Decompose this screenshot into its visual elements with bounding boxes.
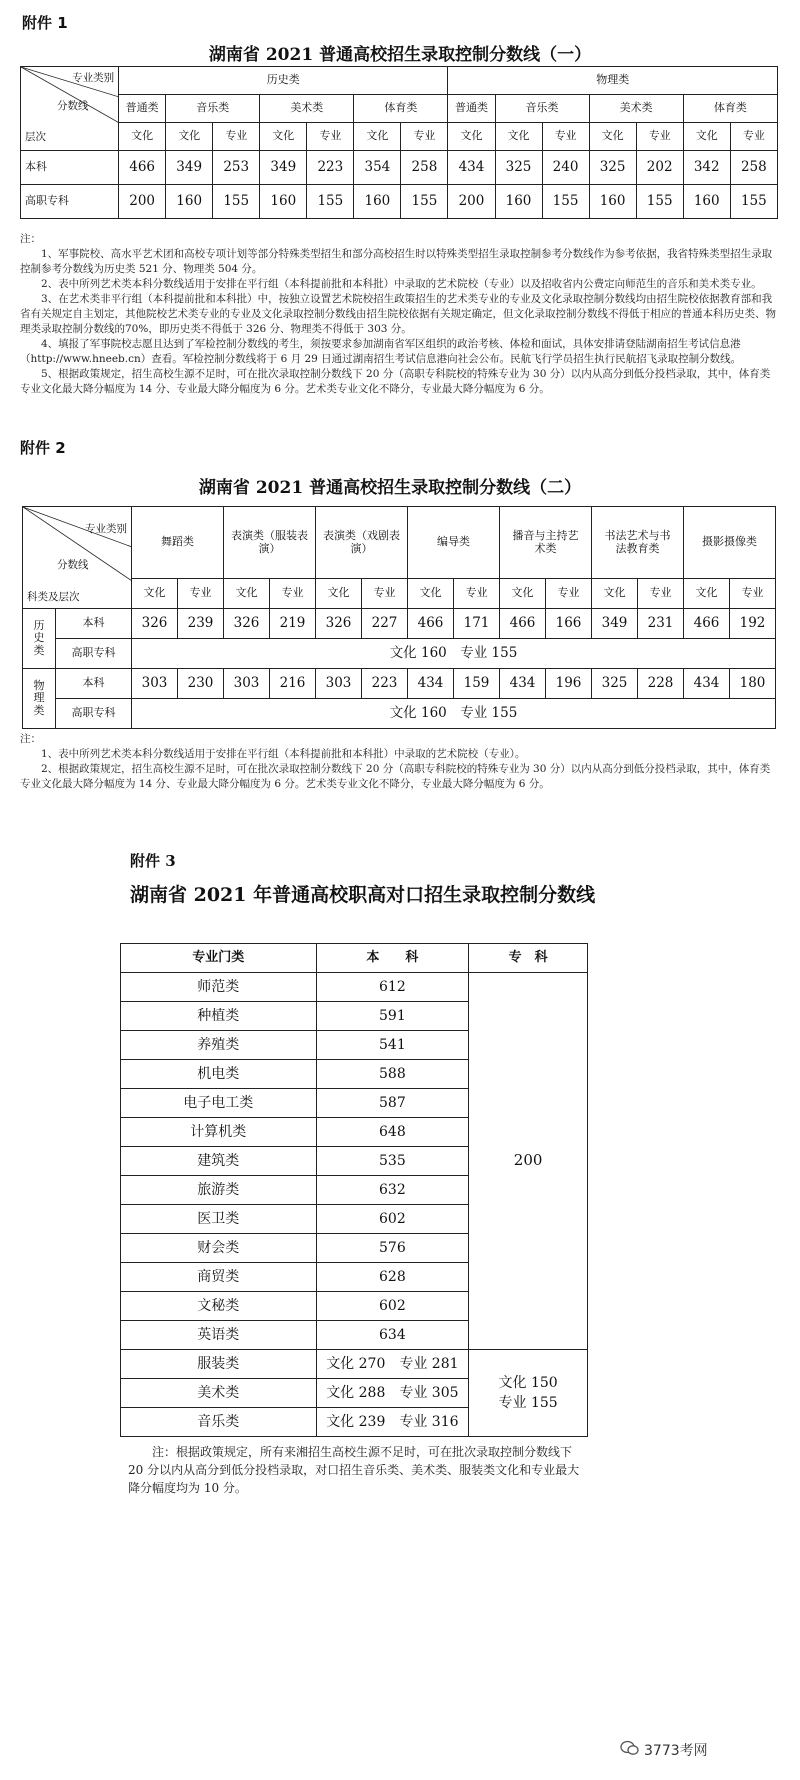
category-header: 表演类（服装表演） xyxy=(224,507,316,579)
col-wenhua: 文化 xyxy=(132,579,178,609)
sub-header: 美术类 xyxy=(589,95,683,123)
table-row: 养殖类 541 xyxy=(121,1031,588,1060)
table-row: 建筑类 535 xyxy=(121,1147,588,1176)
col-wenhua: 文化 xyxy=(224,579,270,609)
category-header: 摄影摄像类 xyxy=(684,507,776,579)
watermark xyxy=(620,1740,708,1760)
col-zhuanye: 专业 xyxy=(730,123,777,151)
table-row: 医卫类 602 xyxy=(121,1205,588,1234)
table-row: 师范类 612 200 xyxy=(121,973,588,1002)
table-row: 物理类 本科 303 230 303 216 303 223 434 159 434 196 325 228 434 180 xyxy=(23,669,776,699)
table-row: 机电类 588 xyxy=(121,1060,588,1089)
table-row: 商贸类 628 xyxy=(121,1263,588,1292)
table-row: 高职专科 文化 160 专业 155 xyxy=(23,639,776,669)
table-row: 旅游类 632 xyxy=(121,1176,588,1205)
notes-label: 注： xyxy=(20,233,41,245)
category-header: 舞蹈类 xyxy=(132,507,224,579)
table-row: 电子电工类 587 xyxy=(121,1089,588,1118)
col-wenhua: 文化 xyxy=(684,579,730,609)
sub-header: 音乐类 xyxy=(166,95,260,123)
col-zhuanye: 专业 xyxy=(542,123,589,151)
table-row: 历史类 本科 326 239 326 219 326 227 466 171 466 166 349 231 466 192 xyxy=(23,609,776,639)
score-table-1 xyxy=(20,66,778,219)
table-row: 财会类 576 xyxy=(121,1234,588,1263)
category-header: 编导类 xyxy=(408,507,500,579)
table-row: 英语类 634 xyxy=(121,1321,588,1350)
zhuanke-score: 200 xyxy=(469,973,588,1350)
col-zhuanye: 专业 xyxy=(362,579,408,609)
attachment-1-title: 湖南省 2021 普通高校招生录取控制分数线（一） xyxy=(208,45,592,65)
sub-header: 体育类 xyxy=(683,95,777,123)
category-header: 播音与主持艺术类 xyxy=(500,507,592,579)
col-wenhua: 文化 xyxy=(408,579,454,609)
header-benke: 本 科 xyxy=(316,944,469,973)
note-item: 1、军事院校、高水平艺术团和高校专项计划等部分特殊类型招生和部分高校招生时以特殊类型招生录取控制参考分数线作为参考依据，我省特殊类型招生录取控制参考分数线为历史类 521 分、物理类 504 分。 xyxy=(20,248,773,275)
group-physics: 物理类 xyxy=(448,67,778,95)
col-wenhua: 文化 xyxy=(166,123,213,151)
col-zhuanye: 专业 xyxy=(307,123,354,151)
score-table-3 xyxy=(120,943,588,1437)
table-row: 计算机类 648 xyxy=(121,1118,588,1147)
col-zhuanye: 专业 xyxy=(401,123,448,151)
attachment-2-label: 附件 2 xyxy=(20,439,66,457)
col-wenhua: 文化 xyxy=(354,123,401,151)
group-history: 历史类 xyxy=(119,67,448,95)
attachment-2-notes xyxy=(20,732,778,792)
header-category: 专业门类 xyxy=(121,944,317,973)
col-zhuanye: 专业 xyxy=(178,579,224,609)
sub-header: 音乐类 xyxy=(495,95,589,123)
table-row: 种植类 591 xyxy=(121,1002,588,1031)
col-wenhua: 文化 xyxy=(592,579,638,609)
table-row: 高职专科 200 160 155 160 155 160 155 200 160 155 160 155 160 155 xyxy=(21,185,778,219)
table-1-corner: 专业类别 分数线 层次 xyxy=(21,67,119,151)
attachment-3-label: 附件 3 xyxy=(130,852,176,870)
header-zhuanke: 专 科 xyxy=(469,944,588,973)
note-item: 3、在艺术类非平行组（本科提前批和本科批）中，按独立设置艺术院校招生政策招生的艺术类专业的专业及文化录取控制分数线均由招生院校依据教育部和我省有关规定自主划定，其他院校艺术类专业的专业及文化录取控制分数线由招生院校依据有关规定确定，但文化录取控制分数线不得低于相应的普通本科历史类、物理类录取控制分数线的70%，即历史类不得低于 326 分、物理类不得低于 303 分。 xyxy=(20,293,776,335)
table-2-corner: 专业类别 分数线 科类及层次 xyxy=(23,507,132,609)
art-zhuanke-score: 文化 150 专业 155 xyxy=(469,1350,588,1437)
note-item: 5、根据政策规定，招生高校生源不足时，可在批次录取控制分数线下 20 分（高职专科院校的特殊专业为 30 分）以内从高分到低分投档录取，其中，体育类专业文化最大降分幅度为 14 分、专业最大降分幅度为 6 分。艺术类专业文化不降分，专业最大降分幅度为 6 分。 xyxy=(20,368,771,395)
attachment-2-title: 湖南省 2021 普通高校招生录取控制分数线（二） xyxy=(198,478,582,498)
col-zhuanye: 专业 xyxy=(636,123,683,151)
col-wenhua: 文化 xyxy=(448,123,495,151)
note-item: 4、填报了军事院校志愿且达到了军检控制分数线的考生，须按要求参加湖南省军区组织的政治考核、体检和面试，具体安排请登陆湖南招生考试信息港（http://www.hneeb.cn）查看。军检控制分数线将于 6 月 29 日通过湖南招生考试信息港向社会公布。民航飞行学员招生执行民航招飞录取控制分数线。 xyxy=(20,338,742,365)
col-wenhua: 文化 xyxy=(260,123,307,151)
sub-header: 普通类 xyxy=(448,95,495,123)
col-zhuanye: 专业 xyxy=(213,123,260,151)
category-header: 表演类（戏剧表演） xyxy=(316,507,408,579)
col-zhuanye: 专业 xyxy=(730,579,776,609)
table-row: 美术类 文化 288 专业 305 xyxy=(121,1379,588,1408)
col-wenhua: 文化 xyxy=(119,123,166,151)
attachment-3-title: 湖南省 2021 年普通高校职高对口招生录取控制分数线 xyxy=(130,884,596,906)
sub-header: 体育类 xyxy=(354,95,448,123)
col-wenhua: 文化 xyxy=(683,123,730,151)
note-item: 2、根据政策规定，招生高校生源不足时，可在批次录取控制分数线下 20 分（高职专科院校的特殊专业为 30 分）以内从高分到低分投档录取，其中，体育类专业文化最大降分幅度为 14 分、专业最大降分幅度为 6 分。艺术类专业文化不降分，专业最大降分幅度为 6 分。 xyxy=(20,763,771,790)
col-wenhua: 文化 xyxy=(495,123,542,151)
col-zhuanye: 专业 xyxy=(454,579,500,609)
col-wenhua: 文化 xyxy=(500,579,546,609)
col-zhuanye: 专业 xyxy=(638,579,684,609)
score-table-2 xyxy=(22,506,776,729)
attachment-1-label: 附件 1 xyxy=(22,14,68,32)
track-physics: 物理类 xyxy=(23,669,56,729)
table-row: 音乐类 文化 239 专业 316 xyxy=(121,1408,588,1437)
watermark-text: 3773考网 xyxy=(644,1743,708,1759)
attachment-3-note: 注：根据政策规定，所有来湘招生高校生源不足时，可在批次录取控制分数线下 20 分以内从高分到低分投档录取，对口招生音乐类、美术类、服装类文化和专业最大降分幅度均为 10 分。 xyxy=(128,1445,580,1495)
table-row: 高职专科 文化 160 专业 155 xyxy=(23,699,776,729)
table-row: 文秘类 602 xyxy=(121,1292,588,1321)
note-item: 2、表中所列艺术类本科分数线适用于安排在平行组（本科提前批和本科批）中录取的艺术院校（专业）以及招收省内公费定向师范生的音乐和美术类专业。 xyxy=(41,278,762,290)
category-header: 书法艺术与书法教育类 xyxy=(592,507,684,579)
col-wenhua: 文化 xyxy=(589,123,636,151)
sub-header: 美术类 xyxy=(260,95,354,123)
col-zhuanye: 专业 xyxy=(270,579,316,609)
track-history: 历史类 xyxy=(23,609,56,669)
notes-label: 注： xyxy=(20,733,41,745)
attachment-1-notes xyxy=(20,232,778,397)
table-row: 本科 466 349 253 349 223 354 258 434 325 240 325 202 342 258 xyxy=(21,151,778,185)
sub-header: 普通类 xyxy=(119,95,166,123)
wechat-icon xyxy=(620,1740,640,1760)
col-wenhua: 文化 xyxy=(316,579,362,609)
note-item: 1、表中所列艺术类本科分数线适用于安排在平行组（本科提前批和本科批）中录取的艺术院校（专业）。 xyxy=(41,748,526,760)
col-zhuanye: 专业 xyxy=(546,579,592,609)
table-row: 服装类 文化 270 专业 281 文化 150 专业 155 xyxy=(121,1350,588,1379)
